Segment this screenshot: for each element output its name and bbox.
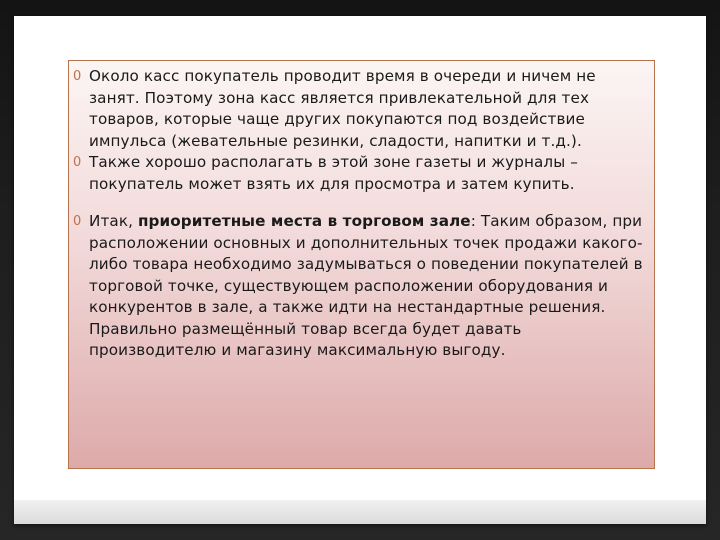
list-item <box>73 66 644 152</box>
list-item <box>73 152 644 195</box>
bullet-icon: 0 <box>73 155 82 170</box>
bullet-icon: 0 <box>73 214 82 229</box>
item-text: Около касс покупатель проводит время в очереди и ничем не занят. Поэтому зона касс является привлекательной для тех товаров, которые чаще других покупаются под воздействие импульса (жевательные резинки, сладости, напитки и т.д.). <box>89 67 596 150</box>
item-text: Также хорошо располагать в этой зоне газеты и журналы – покупатель может взять их для просмотра и затем купить. <box>89 153 578 193</box>
list-item <box>73 211 644 362</box>
bullet-icon: 0 <box>73 69 82 84</box>
item-suffix: : Таким образом, при расположении основных и дополнительных точек продажи какого-либо товара необходимо задумываться о поведении покупателей в торговой точке, существующем расположении оборудования и конкурентов в зале, а также идти на нестандартные решения. Правильно размещённый товар всегда будет давать производителю и магазину максимальную выгоду. <box>89 212 643 359</box>
slide-bottom-edge <box>14 500 706 524</box>
item-bold-phrase: приоритетные места в торговом зале <box>137 212 471 230</box>
content-textbox[interactable] <box>68 60 655 469</box>
item-prefix: Итак, <box>89 212 138 230</box>
